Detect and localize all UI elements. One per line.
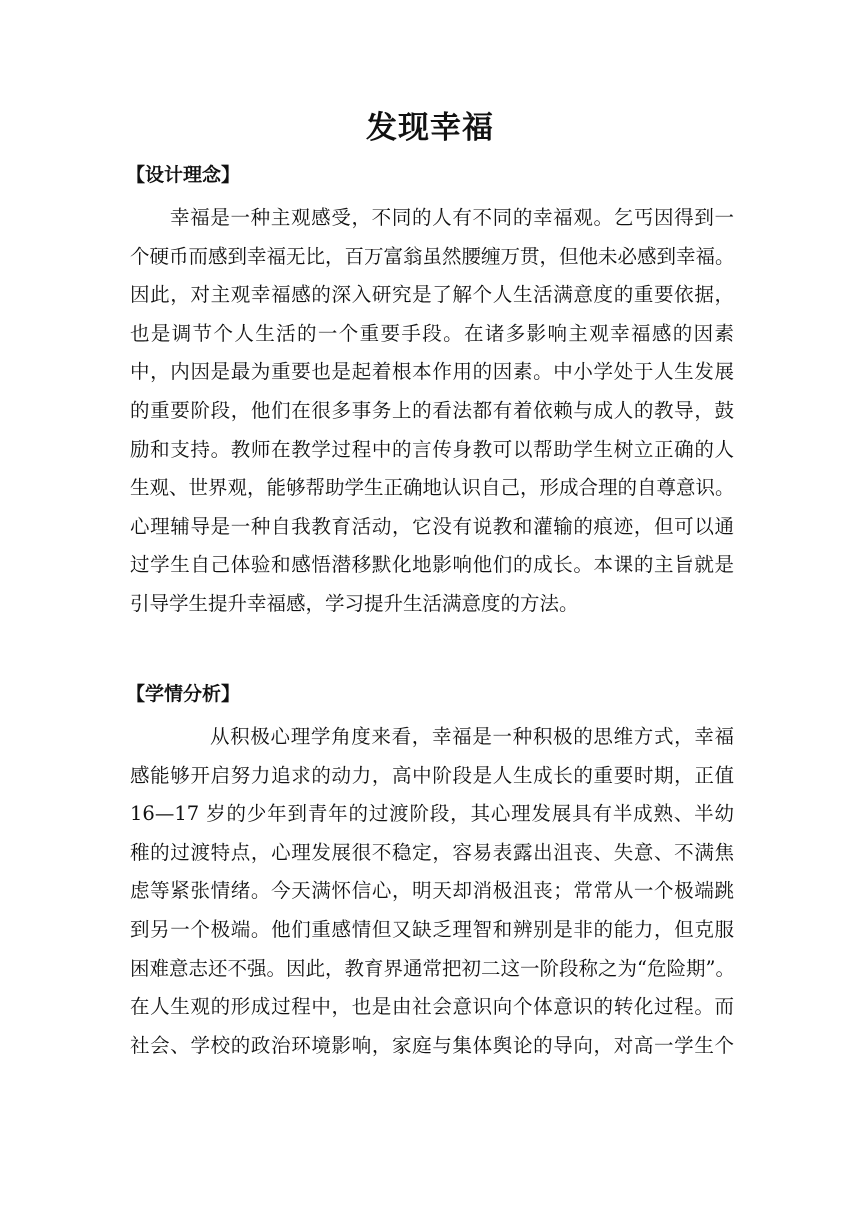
- paragraph-line: 引导学生提升幸福感，学习提升生活满意度的方法。: [130, 591, 579, 615]
- paragraph-line: 心理辅导是一种自我教育活动，它没有说教和灌输的痕迹，但可以通: [130, 514, 734, 538]
- section-heading-design-concept: 【设计理念】: [126, 164, 241, 186]
- paragraph-line: 稚的过渡特点，心理发展很不稳定，容易表露出沮丧、失意、不满焦: [130, 840, 734, 864]
- paragraph-line: 励和支持。教师在教学过程中的言传身教可以帮助学生树立正确的人: [130, 437, 734, 461]
- section-heading-student-analysis: 【学情分析】: [126, 683, 241, 705]
- paragraph-line: 幸福是一种主观感受，不同的人有不同的幸福观。乞丐因得到一: [170, 206, 734, 229]
- paragraph-line: 从积极心理学角度来看，幸福是一种积极的思维方式，幸福: [210, 725, 734, 748]
- design-concept-paragraph: [130, 199, 734, 624]
- page-title: 发现幸福: [366, 110, 494, 146]
- paragraph-line: 个硬币而感到幸福无比，百万富翁虽然腰缠万贯，但他未必感到幸福。: [130, 244, 735, 268]
- paragraph-line: 16—17 岁的少年到青年的过渡阶段，其心理发展具有半成熟、半幼: [130, 802, 734, 826]
- paragraph-line: 在人生观的形成过程中，也是由社会意识向个体意识的转化过程。而: [130, 995, 734, 1019]
- paragraph-line: 感能够开启努力追求的动力，高中阶段是人生成长的重要时期，正值: [130, 763, 734, 787]
- paragraph-line: 到另一个极端。他们重感情但又缺乏理智和辨别是非的能力，但克服: [130, 917, 734, 941]
- paragraph-line: 生观、世界观，能够帮助学生正确地认识自己，形成合理的自尊意识。: [130, 476, 735, 500]
- paragraph-line: 过学生自己体验和感悟潜移默化地影响他们的成长。本课的主旨就是: [130, 553, 734, 577]
- paragraph-line: 社会、学校的政治环境影响，家庭与集体舆论的导向，对高一学生个: [130, 1033, 734, 1057]
- student-analysis-paragraph: [130, 718, 734, 1065]
- paragraph-line: 中，内因是最为重要也是起着根本作用的因素。中小学处于人生发展: [130, 360, 734, 384]
- paragraph-line: 困难意志还不强。因此，教育界通常把初二这一阶段称之为“危险期”。: [130, 956, 735, 980]
- paragraph-line: 虑等紧张情绪。今天满怀信心，明天却消极沮丧；常常从一个极端跳: [130, 879, 734, 903]
- paragraph-line: 因此，对主观幸福感的深入研究是了解个人生活满意度的重要依据，: [130, 283, 734, 307]
- paragraph-line: 的重要阶段，他们在很多事务上的看法都有着依赖与成人的教导，鼓: [130, 398, 734, 422]
- paragraph-line: 也是调节个人生活的一个重要手段。在诸多影响主观幸福感的因素: [130, 321, 734, 345]
